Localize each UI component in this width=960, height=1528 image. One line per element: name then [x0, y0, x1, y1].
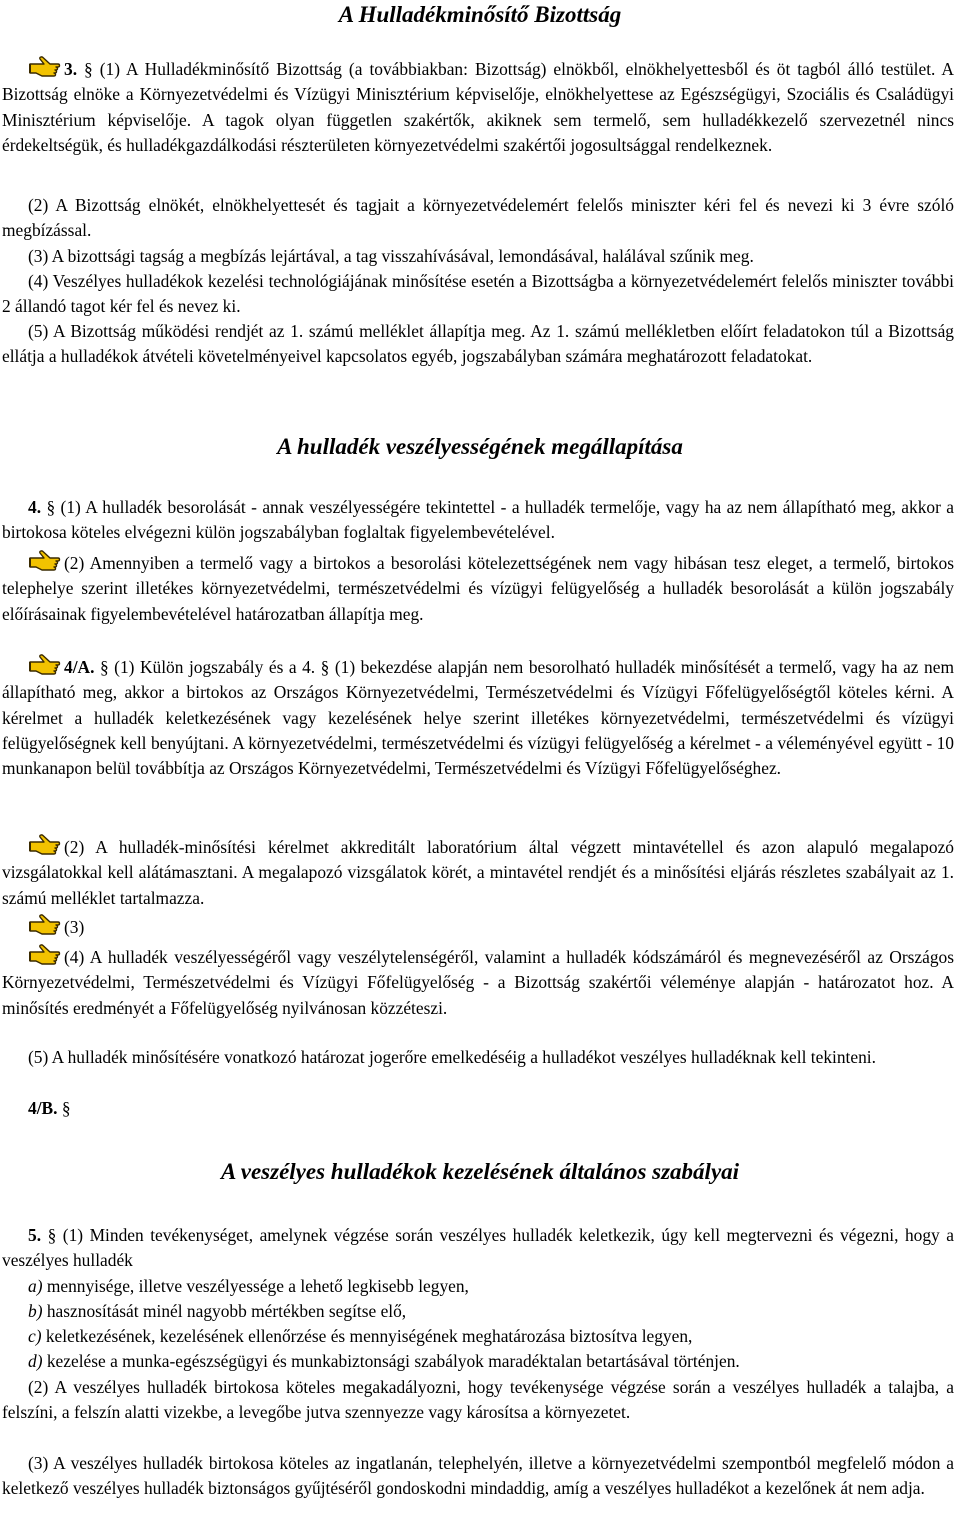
section-number: 4. — [28, 497, 42, 517]
section-4b-paragraph — [2, 1096, 954, 1121]
paragraph-text: (4) A hulladék veszélyességéről vagy veszélytelenségéről, valamint a hulladék kódszámáról és megnevezéséről az Országos Környezetvédelmi, Természetvédelmi és Vízügyi Főfelügyelőség - a Bizottság szakértői véleménye alapján - határozatot hoz. A minősítés eredményét a Főfelügyelőség nyilvánosan közzéteszi. — [2, 947, 954, 1018]
pointing-hand-icon — [28, 834, 62, 856]
paragraph-text: § (1) Minden tevékenységet, amelynek végzése során veszélyes hulladék keletkezik, úgy kell megtervezni és végezni, hogy a veszélyes hulladék — [2, 1225, 954, 1271]
list-marker: c) — [28, 1326, 42, 1346]
paragraph-text: § (1) A Hulladékminősítő Bizottság (a továbbiakban: Bizottság) elnökből, elnökhelyettesből és öt tagból álló testület. A Bizottság elnöke a Környezetvédelmi és Vízügyi Minisztérium képviselője, elnökhelyettese az Egészségügyi, Szociális és Családügyi Minisztérium képviselője. A tagok olyan független szakértők, akiknek sem termelő, sem hulladékkezelő szervezetnél nincs érdekeltségük, és hulladékgazdálkodási részterületen környezetvédelmi szakértői jogosultsággal rendelkeznek. — [2, 59, 954, 155]
pointing-hand-icon — [28, 914, 62, 936]
section-number: 4/B. — [28, 1098, 58, 1118]
section-heading: A veszélyes hulladékok kezelésének általános szabályai — [220, 1159, 740, 1184]
section-heading: A hulladék veszélyességének megállapítása — [277, 434, 683, 459]
pointing-hand-icon — [28, 56, 62, 78]
section-3-paragraph-4: (4) Veszélyes hulladékok kezelési technológiájának minősítése esetén a Bizottságba a környezetvédelemért felelős miniszter további 2 állandó tagot kér fel és nevez ki. — [2, 271, 954, 317]
pointing-hand-icon — [28, 654, 62, 676]
list-marker: a) — [28, 1276, 43, 1296]
paragraph-text: (2) Amennyiben a termelő vagy a birtokos a besorolási kötelezettségének nem vagy hibásan tesz eleget, a termelő, birtokos telephelye szerint illetékes környezetvédelmi, természetvédelmi és vízügyi felügyelőség a hulladék besorolását a külön jogszabály előírásainak figyelembevételével határozatban állapítja meg. — [2, 553, 954, 624]
list-marker: b) — [28, 1301, 43, 1321]
paragraph-text: § (1) Külön jogszabály és a 4. § (1) bekezdése alapján nem besorolható hulladék minősítését a termelő, vagy ha az nem állapítható meg, akkor a birtokos az Országos Környezetvédelmi, Természetvédelmi és Vízügyi Főfelügyelőségtől köteles kérni. A kérelmet a hulladék keletkezésének vagy kezelésének helye szerint illetékes környezetvédelmi, természetvédelmi és vízügyi felügyelőségnek kell benyújtani. A környezetvédelmi, természetvédelmi és vízügyi felügyelőség a kérelmet - a véleményével együtt - 10 munkanapon belül továbbítja az Országos Környezetvédelmi, Természetvédelmi és Vízügyi Főfelügyelőséghez. — [2, 657, 954, 779]
list-item-text: keletkezésének, kezelésének ellenőrzése és mennyiségének meghatározása biztosítva legyen, — [41, 1326, 693, 1346]
section-number: 5. — [28, 1225, 42, 1245]
section-4a-paragraph-5: (5) A hulladék minősítésére vonatkozó határozat jogerőre emelkedéséig a hulladékot veszélyes hulladéknak kell tekinteni. — [28, 1047, 876, 1067]
section-5-paragraph-1 — [2, 1223, 954, 1274]
section-3-paragraph-3: (3) A bizottsági tagság a megbízás lejártával, a tag visszahívásával, lemondásával, halálával szűnik meg. — [28, 246, 754, 266]
section-number: 3. — [64, 59, 78, 79]
pointing-hand-icon — [28, 550, 62, 572]
list-marker: d) — [28, 1351, 43, 1371]
list-item — [2, 1324, 954, 1349]
section-4a-paragraph-3 — [2, 914, 954, 940]
page-title: A Hulladékminősítő Bizottság — [338, 2, 622, 27]
paragraph-text: § (1) A hulladék besorolását - annak veszélyességére tekintettel - a hulladék termelője, vagy ha az nem állapítható meg, akkor a birtokosa köteles elvégezni külön jogszabályban foglaltak figyelembevételével. — [2, 497, 954, 543]
section-5-paragraph-2: (2) A veszélyes hulladék birtokosa köteles megakadályozni, hogy tevékenysége végzése során a veszélyes hulladék a talajba, a felszíni, a felszín alatti vizekbe, a levegőbe jutva szennyezze vagy károsítsa a környezetet. — [2, 1377, 954, 1423]
pointing-hand-icon — [28, 944, 62, 966]
section-3-paragraph-1 — [2, 56, 954, 158]
section-3-paragraph-5: (5) A Bizottság működési rendjét az 1. számú melléklet állapítja meg. Az 1. számú mellékletben előírt feladatokon túl a Bizottság ellátja a hulladékok átvételi követelményeivel kapcsolatos egyéb, jogszabályban számára meghatározott feladatokat. — [2, 321, 954, 367]
list-item-text: hasznosítását minél nagyobb mértékben segítse elő, — [42, 1301, 407, 1321]
list-item — [2, 1349, 954, 1374]
paragraph-text: § — [57, 1098, 71, 1118]
list-item-text: mennyisége, illetve veszélyessége a lehető legkisebb legyen, — [42, 1276, 469, 1296]
section-4-paragraph-2 — [2, 550, 954, 627]
section-3-paragraph-2: (2) A Bizottság elnökét, elnökhelyettesét és tagjait a környezetvédelemért felelős miniszter kéri fel és nevezi ki 3 évre szóló megbízással. — [2, 195, 954, 241]
section-4a-paragraph-2 — [2, 834, 954, 911]
list-item — [2, 1299, 954, 1324]
paragraph-text: (3) — [64, 917, 85, 937]
paragraph-text: (2) A hulladék-minősítési kérelmet akkreditált laboratórium által végzett mintavétellel és azon alapuló megalapozó vizsgálatokkal kell alátámasztani. A megalapozó vizsgálatok körét, a mintavétel rendjét és a minősítési eljárás részletes szabályait az 1. számú melléklet tartalmazza. — [2, 837, 954, 908]
list-item — [2, 1274, 954, 1299]
section-number: 4/A. — [64, 657, 95, 677]
section-4-paragraph-1 — [2, 495, 954, 546]
section-4a-paragraph-1 — [2, 654, 954, 781]
section-5-paragraph-3: (3) A veszélyes hulladék birtokosa köteles az ingatlanán, telephelyén, illetve a környezetvédelmi szempontból megfelelő módon a keletkező veszélyes hulladék biztonságos gyűjtéséről gondoskodni mindaddig, amíg a veszélyes hulladékot a kezelőnek át nem adja. — [2, 1453, 954, 1499]
section-4a-paragraph-4 — [2, 944, 954, 1021]
list-item-text: kezelése a munka-egészségügyi és munkabiztonsági szabályok maradéktalan betartásával történjen. — [42, 1351, 740, 1371]
